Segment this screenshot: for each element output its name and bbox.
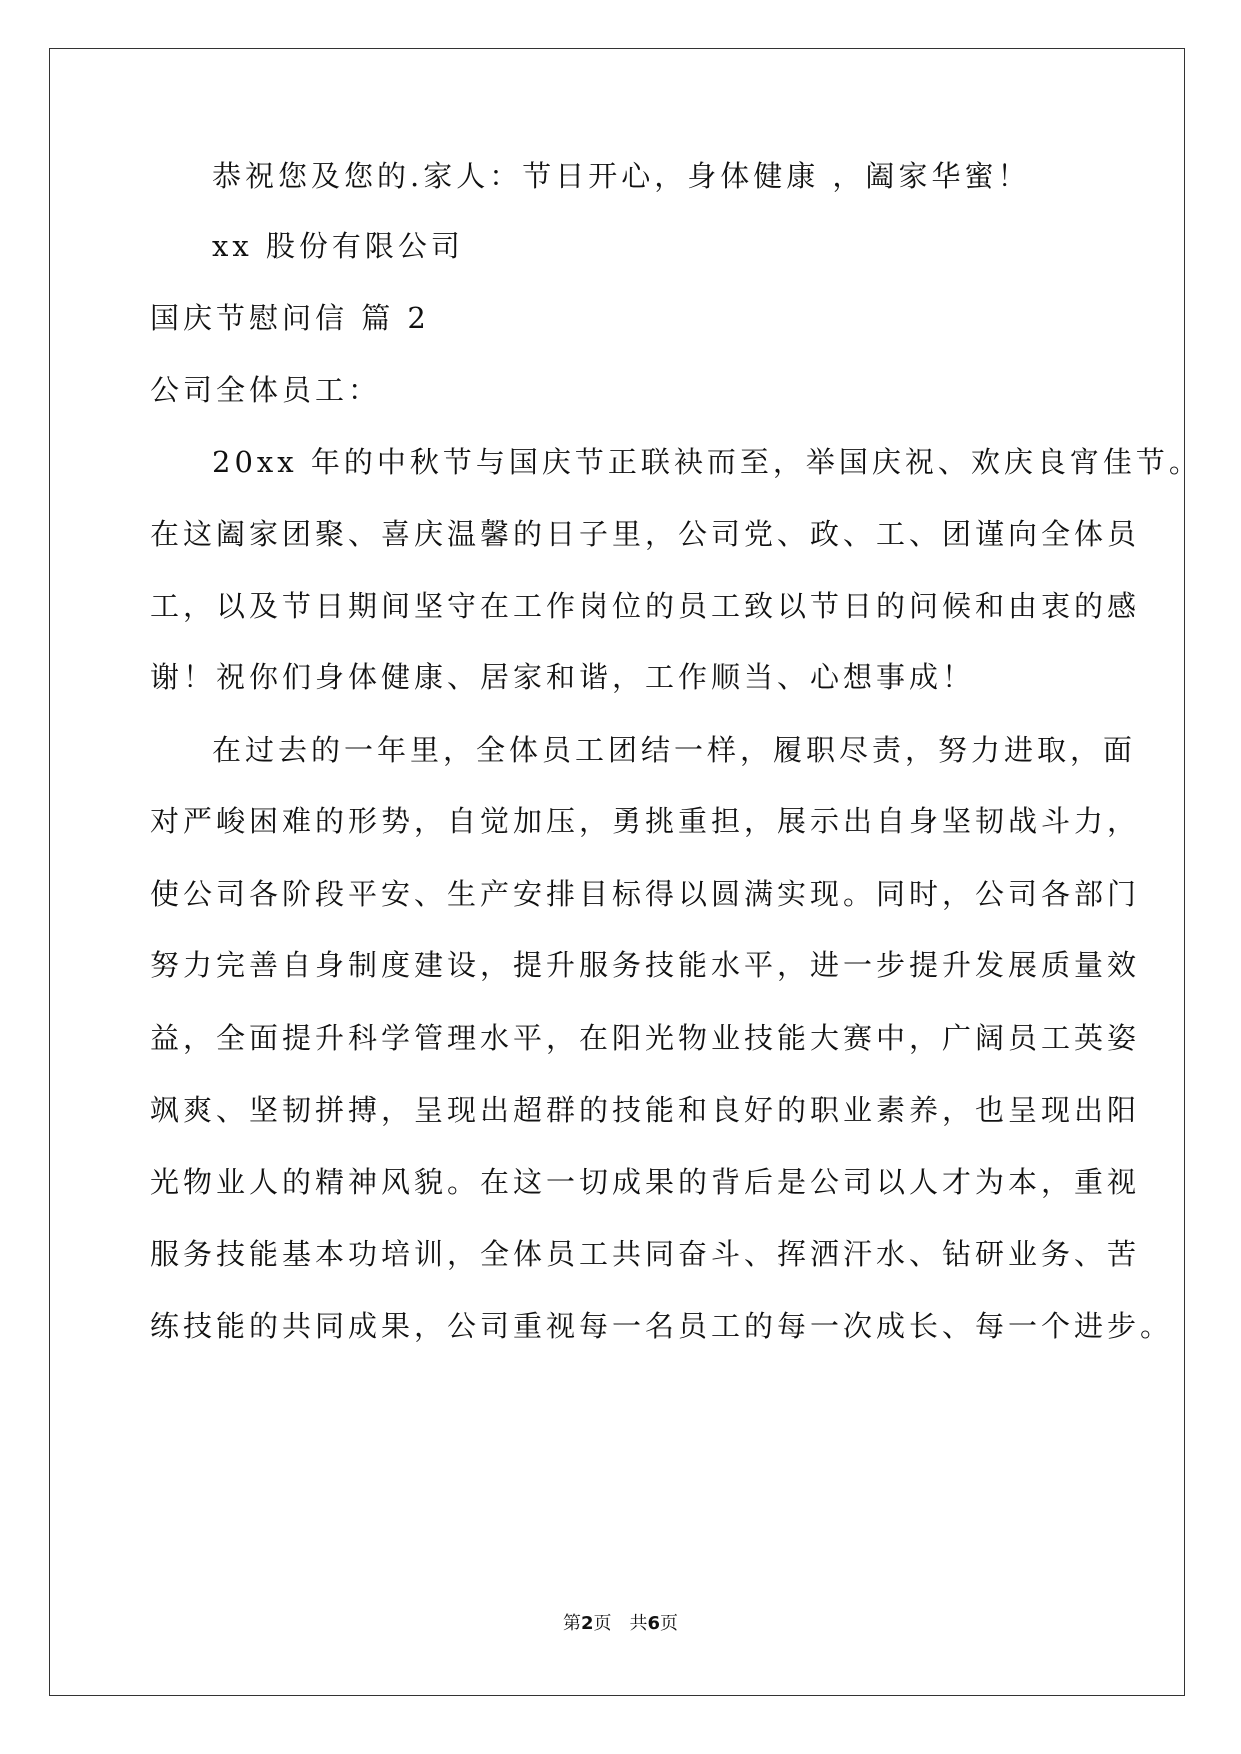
page-suffix: 页 <box>593 1613 612 1634</box>
paragraph-line: 谢！祝你们身体健康、居家和谐，工作顺当、心想事成！ <box>150 660 976 694</box>
closing-greeting-line: 恭祝您及您的.家人：节日开心，身体健康 ，阖家华蜜！ <box>212 159 1031 193</box>
signature-company: xx 股份有限公司 <box>212 229 464 263</box>
paragraph-line: 工，以及节日期间坚守在工作岗位的员工致以节日的问候和由衷的感 <box>150 589 1141 623</box>
page-footer <box>0 1612 1241 1636</box>
paragraph-line: 对严峻困难的形势，自觉加压，勇挑重担，展示出自身坚韧战斗力， <box>150 804 1141 838</box>
paragraph-line: 光物业人的精神风貌。在这一切成果的背后是公司以人才为本，重视 <box>150 1165 1141 1199</box>
paragraph-line: 努力完善自身制度建设，提升服务技能水平，进一步提升发展质量效 <box>150 948 1141 982</box>
salutation: 公司全体员工： <box>150 373 382 407</box>
section-heading: 国庆节慰问信 篇 2 <box>150 301 430 335</box>
paragraph-line: 飒爽、坚韧拼搏，呈现出超群的技能和良好的职业素养，也呈现出阳 <box>150 1093 1141 1127</box>
paragraph-line: 练技能的共同成果，公司重视每一名员工的每一次成长、每一个进步。 <box>150 1309 1174 1343</box>
page-current: 2 <box>580 1613 594 1634</box>
total-prefix: 共 <box>629 1613 648 1634</box>
paragraph-line: 使公司各阶段平安、生产安排目标得以圆满实现。同时，公司各部门 <box>150 877 1141 911</box>
page-prefix: 第 <box>562 1613 581 1634</box>
paragraph-line: 在过去的一年里，全体员工团结一样，履职尽责，努力进取，面 <box>212 733 1137 767</box>
page-total: 6 <box>647 1613 661 1634</box>
total-suffix: 页 <box>660 1613 679 1634</box>
page-frame <box>49 48 1202 1696</box>
paragraph-line: 服务技能基本功培训，全体员工共同奋斗、挥洒汗水、钻研业务、苦 <box>150 1237 1141 1271</box>
paragraph-line: 20xx 年的中秋节与国庆节正联袂而至，举国庆祝、欢庆良宵佳节。 <box>212 445 1202 479</box>
paragraph-line: 益，全面提升科学管理水平，在阳光物业技能大赛中，广阔员工英姿 <box>150 1021 1141 1055</box>
paragraph-line: 在这阖家团聚、喜庆温馨的日子里，公司党、政、工、团谨向全体员 <box>150 517 1141 551</box>
